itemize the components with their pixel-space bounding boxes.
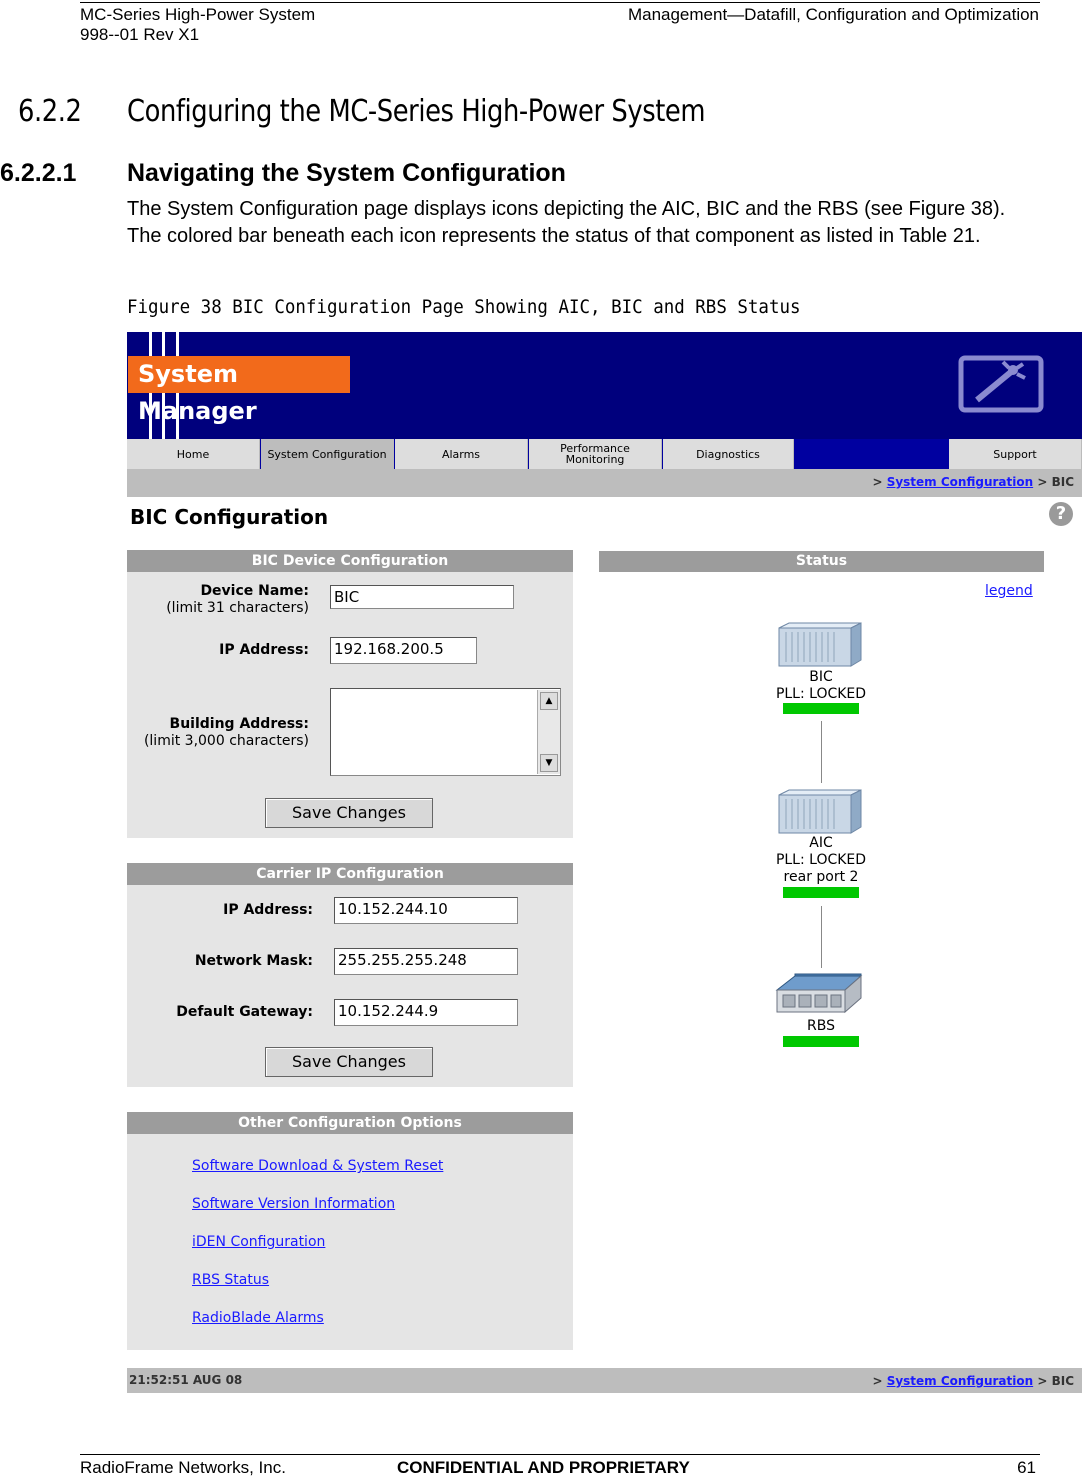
breadcrumb-sep: > <box>1037 1374 1048 1388</box>
building-address-textarea[interactable] <box>330 688 561 776</box>
scroll-up-icon[interactable]: ▲ <box>540 692 558 710</box>
scroll-down-icon[interactable]: ▼ <box>540 754 558 772</box>
bic-status-label <box>751 669 891 703</box>
breadcrumb-bar <box>127 469 1082 497</box>
section-title: Configuring the MC-Series High-Power System <box>127 94 706 129</box>
footer-company: RadioFrame Networks, Inc. <box>80 1458 286 1477</box>
device-name-label-group <box>127 583 309 617</box>
doc-revision: 998--01 Rev X1 <box>80 25 200 44</box>
link-software-download[interactable]: Software Download & System Reset <box>192 1158 444 1174</box>
device-pll: PLL: LOCKED <box>775 852 867 868</box>
page-title: BIC Configuration <box>130 505 329 529</box>
device-port: rear port 2 <box>783 869 859 885</box>
textarea-scrollbar[interactable] <box>537 690 560 774</box>
main-nav <box>127 439 1082 469</box>
tab-system-configuration[interactable]: System Configuration <box>261 439 394 469</box>
panel-heading: Carrier IP Configuration <box>127 863 573 885</box>
screenshot-figure <box>127 332 1082 1414</box>
app-footer-bar <box>127 1368 1082 1393</box>
doc-header-right: Management—Datafill, Configuration and Optimization <box>627 5 1039 24</box>
save-changes-button[interactable]: Save Changes <box>265 1047 433 1077</box>
subsection-number: 6.2.2.1 <box>0 159 77 187</box>
device-name-label: Device Name: <box>200 583 309 599</box>
device-pll: PLL: LOCKED <box>775 686 867 702</box>
aic-status-label <box>751 835 891 886</box>
footer-page-number: 61 <box>1017 1458 1036 1477</box>
link-iden-configuration[interactable]: iDEN Configuration <box>192 1234 326 1250</box>
breadcrumb-current: BIC <box>1051 1374 1074 1388</box>
building-address-label-group <box>127 716 309 750</box>
breadcrumb-current: BIC <box>1051 475 1074 489</box>
other-options-panel <box>127 1112 573 1350</box>
device-name-input[interactable]: BIC <box>330 585 514 609</box>
bic-status-bar <box>783 703 859 714</box>
aic-chassis-icon[interactable] <box>777 789 865 835</box>
help-icon[interactable]: ? <box>1049 502 1073 526</box>
legend-link[interactable]: legend <box>985 583 1033 599</box>
network-mask-input[interactable]: 255.255.255.248 <box>334 948 518 975</box>
building-address-hint: (limit 3,000 characters) <box>143 733 309 749</box>
breadcrumb-sep: > <box>872 475 883 489</box>
panel-heading: Other Configuration Options <box>127 1112 573 1134</box>
bic-chassis-icon[interactable] <box>777 622 865 668</box>
connector-line <box>821 906 822 968</box>
carrier-ip-input[interactable]: 10.152.244.10 <box>334 897 518 924</box>
panel-heading: BIC Device Configuration <box>127 550 573 572</box>
tab-alarms[interactable]: Alarms <box>395 439 528 469</box>
link-software-version[interactable]: Software Version Information <box>192 1196 396 1212</box>
footer-breadcrumb <box>872 1374 1074 1388</box>
footer-rule <box>80 1454 1040 1455</box>
rbs-status-bar <box>783 1036 859 1047</box>
device-name: AIC <box>809 835 833 851</box>
link-radioblade-alarms[interactable]: RadioBlade Alarms <box>192 1310 324 1326</box>
device-name: BIC <box>809 669 833 685</box>
app-logo: System Manager <box>128 356 350 393</box>
rbs-unit-icon[interactable] <box>775 972 865 1018</box>
body-paragraph: The System Configuration page displays icons depicting the AIC, BIC and the RBS (see Figure 38). The colored bar beneath each icon represents the status of that component as listed in Table 21. <box>127 198 1006 247</box>
breadcrumb <box>872 475 1074 489</box>
header-rule <box>80 2 1040 3</box>
aic-status-bar <box>783 887 859 898</box>
link-rbs-status[interactable]: RBS Status <box>192 1272 270 1288</box>
breadcrumb-sep: > <box>872 1374 883 1388</box>
ip-address-label: IP Address: <box>219 642 309 658</box>
status-heading: Status <box>599 551 1044 572</box>
ip-address-input[interactable]: 192.168.200.5 <box>330 637 477 664</box>
subsection-title: Navigating the System Configuration <box>127 159 566 187</box>
brand-mark-icon <box>957 354 1045 414</box>
footer-clock: 21:52:51 AUG 08 <box>129 1373 243 1387</box>
bic-device-config-panel <box>127 550 573 838</box>
breadcrumb-link-system-configuration[interactable]: System Configuration <box>886 475 1034 489</box>
network-mask-label: Network Mask: <box>194 953 313 969</box>
default-gateway-input[interactable]: 10.152.244.9 <box>334 999 518 1026</box>
breadcrumb-link-system-configuration[interactable]: System Configuration <box>886 1374 1034 1388</box>
tab-diagnostics[interactable]: Diagnostics <box>663 439 794 469</box>
section-number: 6.2.2 <box>18 94 82 129</box>
footer-confidential: CONFIDENTIAL AND PROPRIETARY <box>397 1458 690 1477</box>
rbs-status-label <box>751 1018 891 1035</box>
doc-product: MC-Series High-Power System <box>80 5 316 24</box>
device-name-hint: (limit 31 characters) <box>166 600 309 616</box>
save-changes-button[interactable]: Save Changes <box>265 798 433 828</box>
device-name: RBS <box>807 1018 835 1034</box>
carrier-ip-config-panel <box>127 863 573 1087</box>
default-gateway-label: Default Gateway: <box>176 1004 313 1020</box>
building-address-label: Building Address: <box>169 716 309 732</box>
figure-caption: Figure 38 BIC Configuration Page Showing AIC, BIC and RBS Status <box>127 296 801 318</box>
breadcrumb-sep: > <box>1037 475 1048 489</box>
app-banner <box>127 332 1082 439</box>
tab-home[interactable]: Home <box>127 439 260 469</box>
tab-performance-monitoring[interactable]: Performance Monitoring <box>529 439 662 469</box>
doc-header-left <box>80 5 315 45</box>
carrier-ip-label: IP Address: <box>223 902 313 918</box>
connector-line <box>821 721 822 783</box>
tab-support[interactable]: Support <box>949 439 1082 469</box>
